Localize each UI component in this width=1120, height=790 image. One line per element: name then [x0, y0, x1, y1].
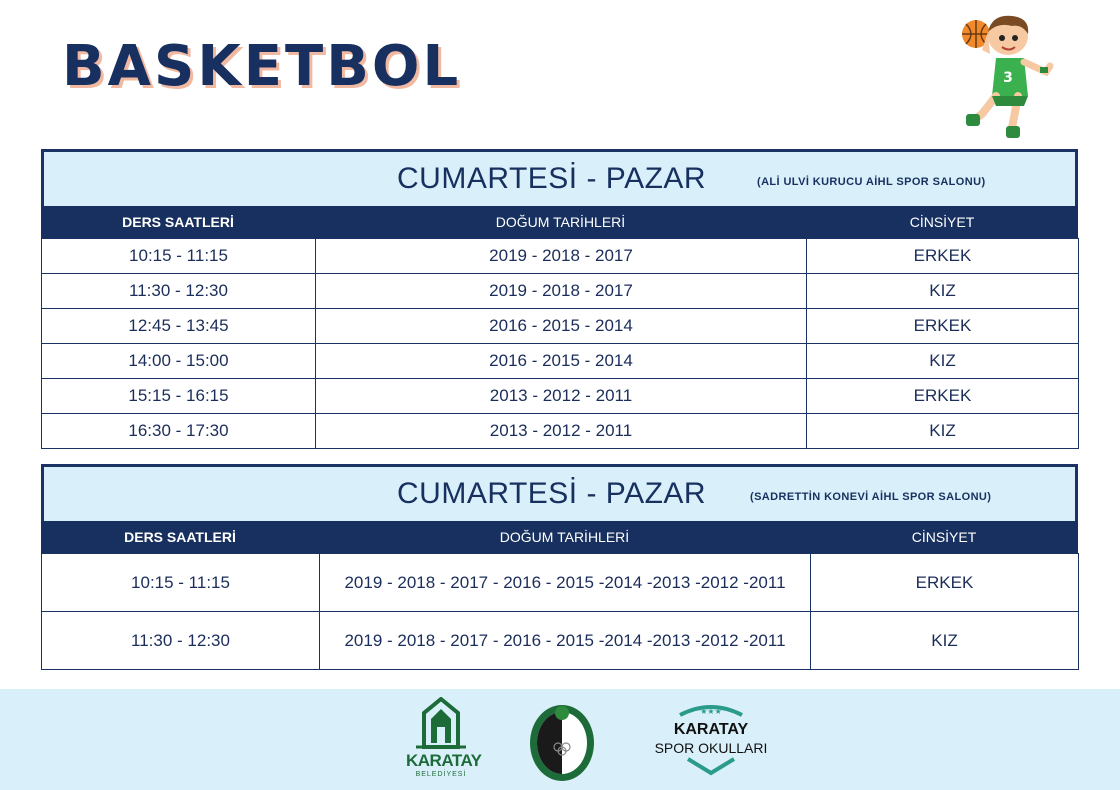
hours-cell: 11:30 - 12:30 [42, 612, 320, 670]
birth-cell: 2019 - 2018 - 2017 [316, 274, 807, 309]
hours-cell: 11:30 - 12:30 [42, 274, 316, 309]
birth-cell [320, 612, 811, 670]
gender-cell: ERKEK [811, 554, 1079, 612]
table-row [42, 344, 1079, 379]
karatay-belediyesi-logo [406, 697, 482, 783]
section-heading: CUMARTESİ - PAZAR [397, 477, 707, 510]
logo-belediyesi-text: BELEDİYESİ [415, 771, 467, 778]
logo-karatay-text: KARATAY [406, 751, 482, 770]
table-row [42, 554, 1079, 612]
hours-cell: 10:15 - 11:15 [42, 554, 320, 612]
svg-text:3: 3 [1003, 70, 1013, 86]
karatay-sports-club-emblem [528, 697, 596, 783]
table-row [42, 612, 1079, 670]
mosque-icon [406, 697, 476, 753]
birth-cell: 2013 - 2012 - 2011 [316, 379, 807, 414]
column-header-row [41, 521, 1078, 553]
column-header-birth: DOĞUM TARİHLERİ [495, 214, 626, 230]
table-row [42, 414, 1079, 449]
column-header-gender: CİNSİYET [911, 529, 977, 545]
section-header [41, 149, 1078, 206]
hours-cell: 12:45 - 13:45 [42, 309, 316, 344]
page-title: BASKETBOL [62, 34, 462, 99]
column-header-hours: DERS SAATLERİ [124, 529, 236, 545]
birth-cell [320, 554, 811, 612]
birth-cell: 2016 - 2015 - 2014 [316, 309, 807, 344]
hours-cell: 15:15 - 16:15 [42, 379, 316, 414]
karatay-spor-okullari-logo [638, 701, 784, 781]
column-header-row [41, 206, 1078, 238]
hours-cell: 16:30 - 17:30 [42, 414, 316, 449]
table-row [42, 274, 1079, 309]
gender-cell: ERKEK [807, 379, 1079, 414]
table-row [42, 239, 1079, 274]
schedule-section-1 [41, 149, 1078, 449]
birth-text: 2019 - 2018 - 2017 - 2016 - 2015 -2014 -2013 -2012 -2011 [344, 630, 786, 650]
table-row [42, 379, 1079, 414]
column-header-gender: CİNSİYET [909, 214, 975, 230]
birth-cell: 2016 - 2015 - 2014 [316, 344, 807, 379]
section-venue: (ALİ ULVİ KURUCU AİHL SPOR SALONU) [757, 176, 986, 188]
schedule-table-2 [41, 553, 1079, 670]
gender-cell: KIZ [807, 414, 1079, 449]
gender-cell: KIZ [807, 344, 1079, 379]
schedule-table-1 [41, 238, 1079, 449]
section-heading: CUMARTESİ - PAZAR [397, 162, 707, 195]
hours-cell: 14:00 - 15:00 [42, 344, 316, 379]
footer-band [0, 689, 1120, 790]
gender-cell: ERKEK [807, 239, 1079, 274]
table-row [42, 309, 1079, 344]
logo-karatay-text: KARATAY [673, 721, 749, 738]
column-header-birth: DOĞUM TARİHLERİ [499, 529, 630, 545]
hours-cell: 10:15 - 11:15 [42, 239, 316, 274]
club-emblem-icon [528, 697, 596, 783]
section-venue: (SADRETTİN KONEVİ AİHL SPOR SALONU) [750, 491, 992, 503]
logo-spor-okullari-text: SPOR OKULLARI [654, 740, 768, 756]
gender-cell: KIZ [807, 274, 1079, 309]
column-header-hours: DERS SAATLERİ [122, 214, 234, 230]
birth-cell: 2019 - 2018 - 2017 [316, 239, 807, 274]
schedule-section-2 [41, 464, 1078, 670]
section-header [41, 464, 1078, 521]
birth-cell: 2013 - 2012 - 2011 [316, 414, 807, 449]
basketball-player-illustration [952, 10, 1062, 150]
gender-cell: KIZ [811, 612, 1079, 670]
svg-text:★★★: ★★★ [700, 707, 722, 716]
gender-cell: ERKEK [807, 309, 1079, 344]
birth-text: 2019 - 2018 - 2017 - 2016 - 2015 -2014 -2013 -2012 -2011 [344, 572, 786, 592]
